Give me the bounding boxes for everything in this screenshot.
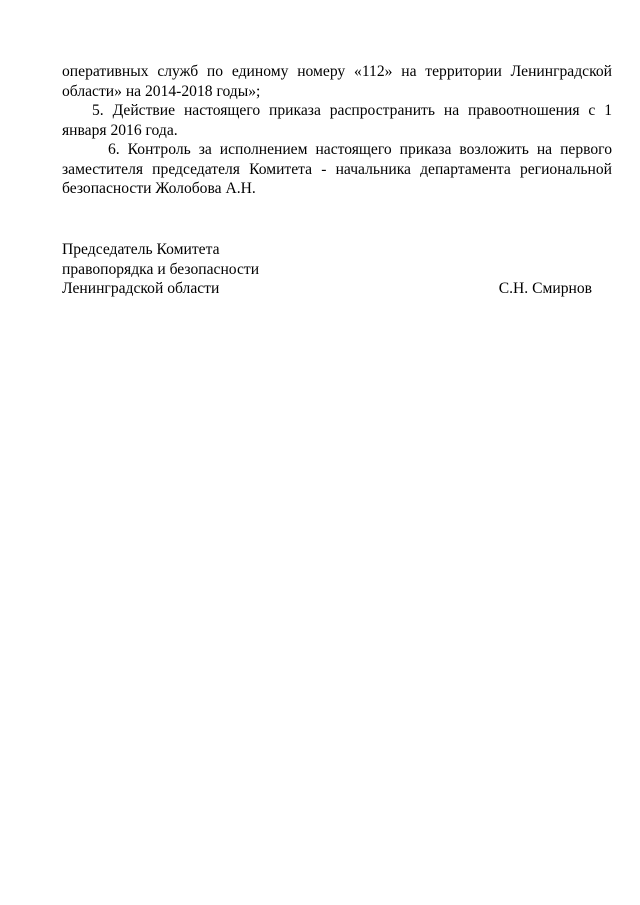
signature-row xyxy=(62,279,592,299)
signatory-title-line-1: Председатель Комитета xyxy=(62,241,220,258)
signatory-title-line-3: Ленинградской области xyxy=(62,280,220,297)
paragraph-item-5: 5. Действие настоящего приказа распространить на правоотношения с 1 января 2016 года. xyxy=(62,102,612,139)
signatory-title-line-2: правопорядка и безопасности xyxy=(62,260,260,278)
document-body xyxy=(62,62,612,199)
signature-block xyxy=(62,240,592,299)
signatory-name: С.Н. Смирнов xyxy=(498,280,592,297)
paragraph-continuation: оперативных служб по единому номеру «112» на территории Ленинградской области» на 2014-2018 годы»; xyxy=(62,63,612,100)
paragraph-item-6: 6. Контроль за исполнением настоящего приказа возложить на первого заместителя председателя Комитета - начальника департамента региональной безопасности Жолобова А.Н. xyxy=(62,141,612,197)
